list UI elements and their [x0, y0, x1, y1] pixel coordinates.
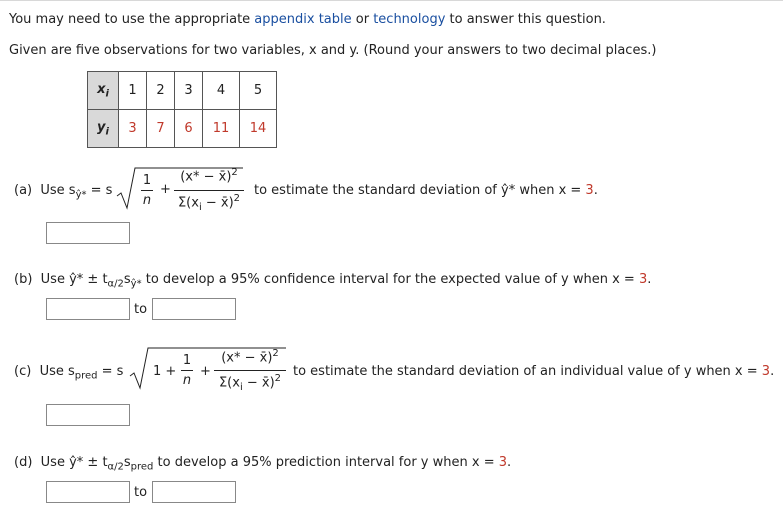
x-cell: 4: [203, 72, 240, 110]
fraction-bar: [141, 190, 153, 191]
frac-one-numerator: 1: [182, 353, 192, 368]
fraction-bar: [174, 190, 244, 191]
part-b-upper-input[interactable]: [152, 298, 236, 320]
part-b-text: (b) Use ŷ* ± $t_{\alpha/2}s_{ŷ*}$ to develop a 95% confidence interval for the expected value of y when x = 3.: [14, 272, 652, 290]
part-a-label: (a) Use $s_{ŷ*} = s$: [14, 183, 113, 201]
x-header: $x_i$: [88, 72, 119, 110]
y-cell: 3: [119, 110, 147, 148]
formula-denominator: $\Sigma(x_i$ − x̄)$^2$: [218, 373, 282, 393]
frac-n-denominator: n: [182, 373, 192, 388]
part-a-text: to estimate the standard deviation of ŷ* when x = 3.: [254, 183, 598, 198]
part-a-answer-input[interactable]: [46, 222, 130, 244]
part-c-label: (c) Use $s_{pred} = s$: [14, 364, 124, 382]
y-header: $y_i$: [88, 110, 119, 148]
intro-text: [9, 12, 606, 27]
x-cell: 1: [119, 72, 147, 110]
y-cell: 11: [203, 110, 240, 148]
intro-mid: or: [351, 12, 374, 27]
plus-sign: +: [200, 364, 211, 379]
part-b-to-label: to: [134, 302, 148, 317]
appendix-table-link[interactable]: appendix table: [254, 12, 352, 27]
part-d-text: (d) Use ŷ* ± $t_{\alpha/2}s_{pred}$ to develop a 95% prediction interval for y when x = 3.: [14, 455, 512, 473]
x-cell: 3: [175, 72, 203, 110]
intro-suffix: to answer this question.: [445, 12, 606, 27]
y-cell: 7: [147, 110, 175, 148]
y-cell: 6: [175, 110, 203, 148]
frac-one-numerator: 1: [142, 173, 152, 188]
intro-prefix: You may need to use the appropriate: [9, 12, 255, 27]
frac-n-denominator: n: [142, 193, 152, 208]
technology-link[interactable]: technology: [373, 12, 446, 27]
x-cell: 5: [240, 72, 277, 110]
part-c-answer-input[interactable]: [46, 404, 130, 426]
part-d-to-label: to: [134, 485, 148, 500]
formula-numerator: (x* − x̄)$^2$: [180, 167, 238, 185]
part-d-upper-input[interactable]: [152, 481, 236, 503]
table-row: [88, 110, 277, 148]
one-plus: 1 +: [153, 364, 177, 379]
formula-denominator: $\Sigma(x_i$ − x̄)$^2$: [177, 193, 241, 213]
fraction-bar: [214, 370, 286, 371]
part-c-text: to estimate the standard deviation of an individual value of y when x = 3.: [293, 364, 775, 379]
formula-numerator: (x* − x̄)$^2$: [221, 348, 279, 366]
observation-table: [87, 71, 277, 148]
part-b-lower-input[interactable]: [46, 298, 130, 320]
given-text: Given are five observations for two variables, x and y. (Round your answers to two decimal places.): [9, 43, 657, 58]
fraction-bar: [181, 370, 193, 371]
plus-sign: +: [160, 182, 171, 197]
y-cell: 14: [240, 110, 277, 148]
part-d-lower-input[interactable]: [46, 481, 130, 503]
x-cell: 2: [147, 72, 175, 110]
table-row: [88, 72, 277, 110]
top-divider: [0, 0, 783, 1]
